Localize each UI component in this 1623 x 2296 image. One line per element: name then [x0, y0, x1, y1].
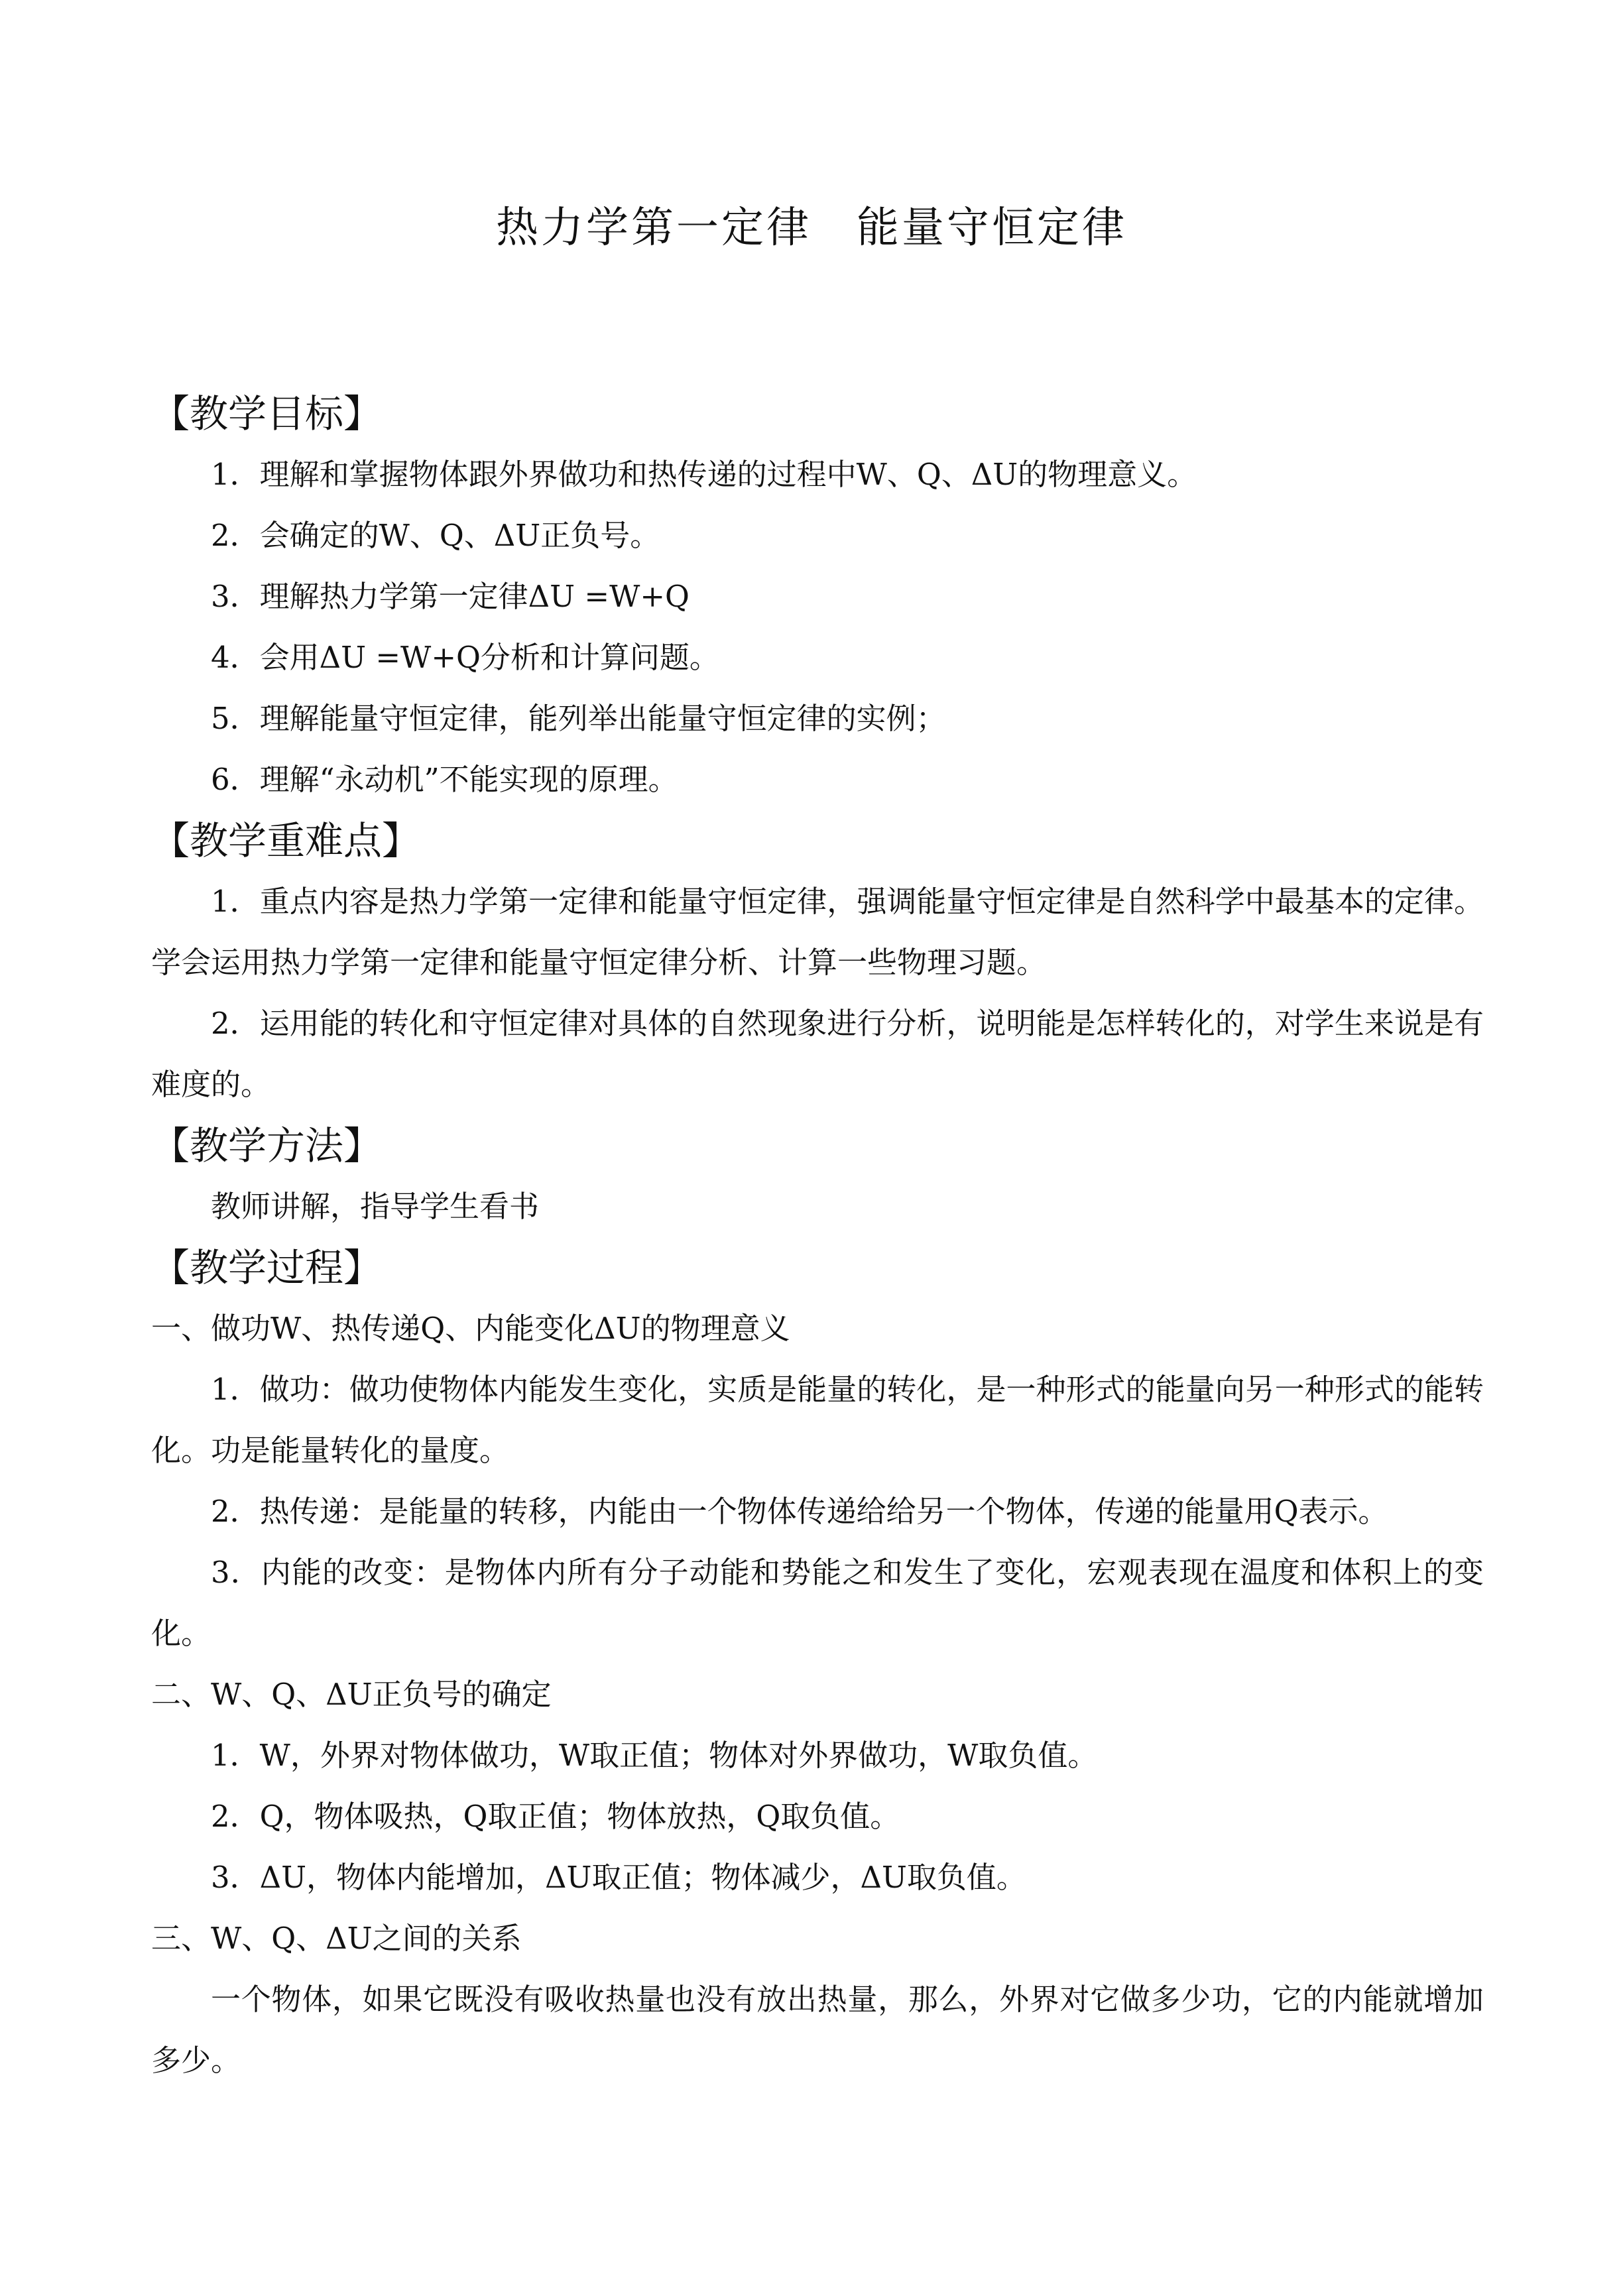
difficulty-paragraph: 1．重点内容是热力学第一定律和能量守恒定律，强调能量守恒定律是自然科学中最基本的定律。学会运用热力学第一定律和能量守恒定律分析、计算一些物理习题。 — [151, 884, 1484, 980]
work-paragraph: 1．做功：做功使物体内能发生变化，实质是能量的转化，是一种形式的能量向另一种形式的能转化。功是能量转化的量度。 — [151, 1372, 1484, 1468]
methods-text: 教师讲解，指导学生看书 — [211, 1189, 540, 1224]
sign-rule-item: 2．Q，物体吸热，Q取正值；物体放热，Q取负值。 — [211, 1799, 900, 1834]
process-heading: 【教学过程】 — [151, 1245, 383, 1290]
heat-transfer-paragraph: 2．热传递：是能量的转移，内能由一个物体传递给给另一个物体，传递的能量用Q表示。 — [211, 1494, 1388, 1529]
page-title: 热力学第一定律 能量守恒定律 — [496, 204, 1127, 253]
relation-paragraph: 一个物体，如果它既没有吸收热量也没有放出热量，那么，外界对它做多少功，它的内能就增加多少。 — [151, 1982, 1484, 2078]
section-title-3: 三、W、Q、ΔU之间的关系 — [151, 1921, 522, 1956]
goals-heading: 【教学目标】 — [151, 391, 383, 436]
methods-section — [151, 1115, 1484, 1237]
goal-item: 2．会确定的W、Q、ΔU正负号。 — [211, 518, 660, 553]
process-section — [151, 1237, 1484, 2091]
section-title-1: 一、做功W、热传递Q、内能变化ΔU的物理意义 — [151, 1311, 790, 1346]
goal-item: 5．理解能量守恒定律，能列举出能量守恒定律的实例； — [211, 701, 946, 736]
goal-item: 6．理解“永动机”不能实现的原理。 — [211, 762, 678, 797]
difficulty-paragraph: 2．运用能的转化和守恒定律对具体的自然现象进行分析，说明能是怎样转化的，对学生来说是有难度的。 — [151, 1006, 1484, 1102]
sign-rule-item: 1．W，外界对物体做功，W取正值；物体对外界做功，W取负值。 — [211, 1738, 1098, 1773]
methods-heading: 【教学方法】 — [151, 1123, 383, 1168]
difficulties-heading: 【教学重难点】 — [151, 818, 421, 863]
goal-item: 4．会用ΔU =W+Q分析和计算问题。 — [211, 640, 719, 675]
internal-energy-paragraph: 3．内能的改变：是物体内所有分子动能和势能之和发生了变化，宏观表现在温度和体积上的变化。 — [151, 1555, 1484, 1651]
goals-section — [151, 383, 1484, 810]
difficulties-section — [151, 810, 1484, 1115]
section-title-2: 二、W、Q、ΔU正负号的确定 — [151, 1677, 552, 1712]
sign-rule-item: 3．ΔU，物体内能增加，ΔU取正值；物体减少，ΔU取负值。 — [211, 1860, 1026, 1895]
goal-item: 1．理解和掌握物体跟外界做功和热传递的过程中W、Q、ΔU的物理意义。 — [211, 457, 1197, 492]
goal-item: 3．理解热力学第一定律ΔU =W+Q — [211, 579, 690, 614]
